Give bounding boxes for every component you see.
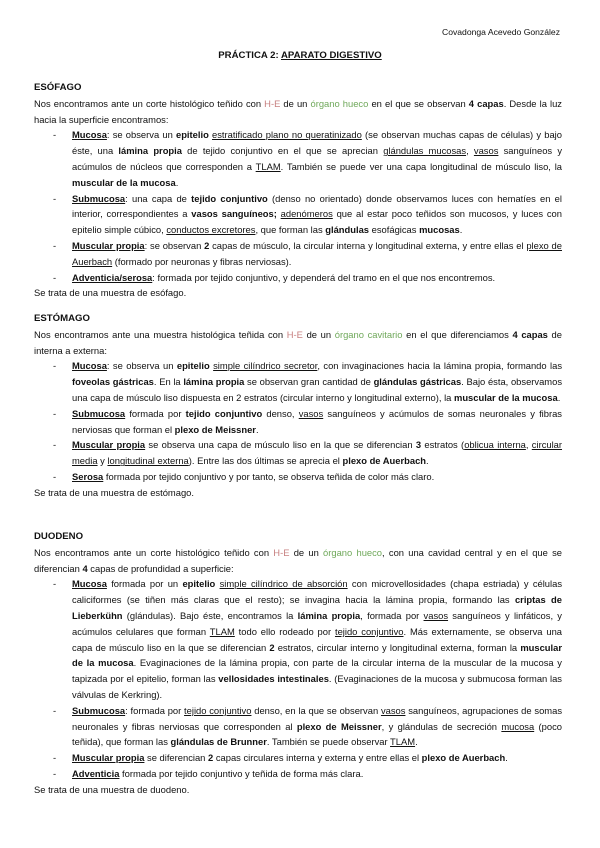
term: mucosa xyxy=(501,720,535,732)
text-run: Nos encontramos ante una muestra histológica teñida con xyxy=(34,328,287,340)
term-mucosa: Mucosa xyxy=(72,578,107,590)
term: simple cilíndrico de absorción xyxy=(219,578,348,590)
heading-estomago: ESTÓMAGO xyxy=(34,313,90,324)
term: adenómeros xyxy=(280,208,333,220)
layer-count: 4 capas xyxy=(468,97,504,109)
term-submucosa: Submucosa xyxy=(72,704,126,716)
conclusion-estomago: Se trata de una muestra de estómago. xyxy=(34,486,194,498)
term: tejido conjuntivo xyxy=(334,625,404,637)
list-item-submucosa: - Submucosa formada por tejido conjuntivo denso, vasos sanguíneos y acúmulos de somas neuronales y fibras nerviosas que forman el plexo de Meissner. xyxy=(53,407,562,435)
layer-count: 4 xyxy=(82,562,88,574)
term: tejido conjuntivo xyxy=(184,704,252,716)
text-run: denso, en la que se observan xyxy=(251,704,381,716)
term-serosa: Serosa xyxy=(72,470,104,482)
term: 2 xyxy=(269,641,275,653)
list-item-adventicia: - Adventicia/serosa: formada por tejido conjuntivo, y dependerá del tramo en el que nos encontremos. xyxy=(53,271,496,283)
term: criptas de Lieberkühn xyxy=(72,594,562,621)
list-item-muscular: - Muscular propia se diferencian 2 capas circulares interna y externa y entre ellas el plexo de Auerbach. xyxy=(53,752,508,764)
section-esofago xyxy=(34,80,562,301)
text-run: (poco teñida), que forman las xyxy=(72,720,562,748)
term: glándulas de Brunner xyxy=(170,736,267,748)
term: glándulas gástricas xyxy=(373,376,462,388)
term: lámina propia xyxy=(297,609,361,621)
layer-list-esofago xyxy=(34,127,562,285)
intro-estomago xyxy=(34,327,562,359)
term: TLAM xyxy=(390,736,416,748)
text-run: : formada por xyxy=(125,704,185,716)
term: plexo de Meissner xyxy=(296,720,382,732)
term-muscular: Muscular propia xyxy=(72,239,145,251)
text-run: . xyxy=(505,752,508,764)
list-item-submucosa: - Submucosa: una capa de tejido conjuntivo (denso no orientado) donde observamos luces con hematíes en el interior, correspondientes a vasos sanguíneos; adenómeros que al estar poco teñidos son mucosos, y luces con epitelio simple cúbico, conductos excretores, que forman las glándulas esofágicas mucosas. xyxy=(53,192,562,236)
text-run: . xyxy=(459,224,463,236)
term: estratificado plano no queratinizado xyxy=(212,129,362,141)
author-name: Covadonga Acevedo González xyxy=(441,27,560,37)
text-run: , con una cavidad central y en el que se diferencian xyxy=(34,546,562,574)
text-run: denso, xyxy=(262,407,299,419)
conclusion-duodeno: Se trata de una muestra de duodeno. xyxy=(34,783,190,795)
text-run: con microvellosidades (chapa estriada) y células caliciformes (se tiñen más claras que el resto); se invagina hacia la lámina propia, formando las xyxy=(72,578,563,606)
text-run: capas circulares interna y externa y entre ellas el xyxy=(213,752,422,764)
text-run: se observan gran cantidad de xyxy=(244,376,374,388)
text-run: . También se puede observar xyxy=(266,736,391,748)
text-run: capas de profundidad a superficie: xyxy=(87,562,234,574)
term: vasos sanguíneos; xyxy=(191,208,277,220)
text-run: . En la xyxy=(153,376,184,388)
organ-type: órgano cavitario xyxy=(334,328,403,340)
term: oblicua interna xyxy=(464,439,526,451)
text-run: : se observan xyxy=(144,239,205,251)
text-run: sanguíneos, agrupaciones de somas neuronales y fibras nerviosas que corresponden al xyxy=(72,704,563,732)
text-run: , xyxy=(525,439,532,451)
text-run: . Desde la luz hacia la superficie encontramos: xyxy=(34,97,562,125)
term: lámina propia xyxy=(118,145,182,157)
text-run: de un xyxy=(289,546,324,558)
list-item-muscular: - Muscular propia se observa una capa de músculo liso en la que se diferencian 3 estratos (oblicua interna, circular media y longitudinal externa). Entre las dos últimas se aprecia el plexo de Auerbach. xyxy=(53,439,563,467)
list-item-submucosa: - Submucosa: formada por tejido conjuntivo denso, en la que se observan vasos sanguíneos, agrupaciones de somas neuronales y fibras nerviosas que corresponden al plexo de Meissner, y glándulas de secreción mucosa (poco teñida), que forman las glándulas de Brunner. También se puede observar TLAM. xyxy=(53,704,563,748)
term: 2 xyxy=(204,239,210,251)
text-run: formada por tejido conjuntivo y por tanto, se observa teñida de color más claro. xyxy=(103,470,435,482)
section-estomago xyxy=(34,311,562,501)
list-item-mucosa: - Mucosa formada por un epitelio simple cilíndrico de absorción con microvellosidades (chapa estriada) y células caliciformes (se tiñen más claras que el resto); se invagina hacia la lámina propia, formando las criptas de Lieberkühn (glándulas). Bajo éste, encontramos la lámina propia, formada por vasos sanguíneos y linfáticos, y acúmulos celulares que forman TLAM todo ello rodeado por tejido conjuntivo. Más externamente, se observa una capa de músculo liso en la que se diferencian 2 estratos, circular interno y longitudinal externa, forman la muscular de la mucosa. Evaginaciones de la lámina propia, con parte de la circular interna de la muscular de la mucosa y tapizada por el epitelio, forman las vellosidades intestinales. (Evaginaciones de la mucosa y submucosa forman las válvulas de Kerkring). xyxy=(53,578,563,700)
text-run: sanguíneos y linfáticos, y acúmulos celulares que forman xyxy=(72,609,562,637)
term: vasos xyxy=(298,407,324,419)
term: vasos xyxy=(423,609,449,621)
term: circular media xyxy=(72,439,563,467)
text-run: : se observa un xyxy=(106,129,176,141)
text-run: , y glándulas de secreción xyxy=(381,720,502,732)
text-run: : formada por tejido conjuntivo, y dependerá del tramo en el que nos encontremos. xyxy=(152,271,496,283)
text-run: de interna a externa: xyxy=(34,328,562,356)
term: longitudinal externa xyxy=(107,455,189,467)
term: lámina propia xyxy=(183,376,245,388)
text-run: sanguíneos y acúmulos de somas neuronales y fibras nerviosas que forman el xyxy=(72,407,562,435)
text-run: Nos encontramos ante un corte histológico teñido con xyxy=(34,97,265,109)
term: glándulas mucosas xyxy=(383,145,467,157)
text-run: : una capa de xyxy=(125,192,192,204)
text-run: de tejido conjuntivo en el que se aprecian xyxy=(181,145,384,157)
text-run: , xyxy=(466,145,474,157)
term: plexo de Auerbach xyxy=(72,239,562,267)
term: vellosidades intestinales xyxy=(218,673,329,685)
page-title xyxy=(0,48,600,64)
text-run: formada por xyxy=(125,407,186,419)
organ-type: órgano hueco xyxy=(323,546,383,558)
term: epitelio xyxy=(175,129,209,141)
text-run: sanguíneos y acúmulos de núcleos que corresponden a xyxy=(72,145,563,172)
term: 2 xyxy=(208,752,214,764)
section-duodeno xyxy=(34,529,562,798)
text-run: . Más externamente, se observa una capa de músculo liso en la que se diferencian xyxy=(72,625,563,653)
text-run: estratos ( xyxy=(421,439,465,451)
text-run: (glándulas). Bajo éste, encontramos la xyxy=(122,609,298,621)
layer-list-duodeno xyxy=(34,576,562,781)
text-run: Nos encontramos ante un corte histológico teñido con xyxy=(34,546,274,558)
text-run: . También se puede ver una capa longitudinal de músculo liso, la xyxy=(280,160,562,172)
term: muscular de la mucosa xyxy=(453,391,558,403)
text-run: y xyxy=(97,455,108,467)
term: tejido conjuntivo xyxy=(191,192,268,204)
text-run: formada por tejido conjuntivo y teñida de forma más clara. xyxy=(119,767,364,779)
text-run: : se observa un xyxy=(106,360,177,372)
text-run: en el que diferenciamos xyxy=(402,328,513,340)
term: epitelio xyxy=(176,360,210,372)
organ-type: órgano hueco xyxy=(310,97,369,109)
term-adventicia: Adventicia xyxy=(72,767,120,779)
list-item-mucosa: - Mucosa: se observa un epitelio simple cilíndrico secretor, con invaginaciones hacia la lámina propia, formando las foveolas gástricas. En la lámina propia se observan gran cantidad de glándulas gástricas. Bajo ésta, observamos una capa de músculo liso dispuesta en 2 estratos (circular interno y longitudinal externo), la muscular de la mucosa. xyxy=(53,360,563,403)
term: plexo de Auerbach xyxy=(342,455,427,467)
text-run: . xyxy=(557,391,561,403)
term: muscular de la mucosa xyxy=(72,641,562,669)
text-run: , formada por xyxy=(360,609,424,621)
title-prefix: PRÁCTICA 2: xyxy=(218,50,281,61)
text-run: en el que se observan xyxy=(368,97,469,109)
text-run: , que forman las xyxy=(255,224,326,236)
term: epitelio xyxy=(182,578,216,590)
stain-he: H-E xyxy=(264,97,281,109)
term-muscular: Muscular propia xyxy=(72,752,145,764)
term: mucosas xyxy=(419,224,460,236)
text-run: ). Entre las dos últimas se aprecia el xyxy=(188,455,343,467)
text-run: , con invaginaciones hacia la lámina propia, formando las xyxy=(317,360,563,372)
text-run: (se observan muchas capas de células) y bajo éste, una xyxy=(72,129,562,157)
term: glándulas xyxy=(325,224,370,236)
term: 3 xyxy=(415,439,422,451)
term-adventicia: Adventicia/serosa xyxy=(72,271,153,283)
intro-duodeno xyxy=(34,545,562,577)
text-run: . Evaginaciones de la lámina propia, con parte de la circular interna de la muscular de la mucosa y tapizada por el epitelio, forman las xyxy=(72,657,562,685)
text-run: capas de músculo, la circular interna y longitudinal externa, y entre ellas el xyxy=(209,239,527,251)
term: plexo de Meissner xyxy=(174,423,256,435)
term: plexo de Auerbach xyxy=(421,752,506,764)
stain-he: H-E xyxy=(273,546,290,558)
term: TLAM xyxy=(209,625,235,637)
text-run: estratos, circular interno y longitudinal externa, forman la xyxy=(274,641,521,653)
text-run: . xyxy=(415,736,418,748)
layer-list-estomago xyxy=(34,358,562,484)
text-run: todo ello rodeado por xyxy=(234,625,335,637)
term-submucosa: Submucosa xyxy=(72,192,126,204)
term: vasos xyxy=(473,145,499,157)
text-run: (denso no orientado) donde observamos luces con hematíes en el interior, correspondientes a xyxy=(72,192,562,220)
conclusion-esofago: Se trata de una muestra de esófago. xyxy=(34,287,187,299)
term: tejido conjuntivo xyxy=(185,407,263,419)
text-run: se observa una capa de músculo liso en la que se diferencian xyxy=(145,439,416,451)
term-mucosa: Mucosa xyxy=(72,360,107,372)
text-run: (formado por neuronas y fibras nerviosas). xyxy=(112,255,292,267)
term-mucosa: Mucosa xyxy=(72,129,107,141)
term: simple cilíndrico secretor xyxy=(213,360,318,372)
stain-he: H-E xyxy=(286,328,303,340)
text-run: que al estar poco teñidos son mucosos, y luces con epitelio simple cúbico, xyxy=(72,208,562,236)
text-run: se diferencian xyxy=(144,752,209,764)
term-muscular: Muscular propia xyxy=(72,439,146,451)
text-run: . xyxy=(426,455,429,467)
term: TLAM xyxy=(255,160,281,172)
list-item-adventicia: - Adventicia formada por tejido conjuntivo y teñida de forma más clara. xyxy=(53,767,364,779)
text-run: . xyxy=(175,176,179,188)
text-run: de un xyxy=(302,328,335,340)
title-main: APARATO DIGESTIVO xyxy=(280,50,382,61)
text-run: . (Evaginaciones de la mucosa y submucosa forman las válvulas de Kerkring). xyxy=(72,673,562,700)
list-item-mucosa: - Mucosa: se observa un epitelio estratificado plano no queratinizado (se observan muchas capas de células) y bajo éste, una lámina propia de tejido conjuntivo en el que se aprecian glándulas mucosas, vasos sanguíneos y acúmulos de núcleos que corresponden a TLAM. También se puede ver una capa longitudinal de músculo liso, la muscular de la mucosa. xyxy=(53,129,563,188)
intro-esofago xyxy=(34,96,562,128)
text-run: . Bajo ésta, observamos una capa de músculo liso dispuesta en 2 estratos (circular interno y longitudinal externo), la xyxy=(72,376,563,403)
text-run: de un xyxy=(280,97,311,109)
term: conductos excretores xyxy=(166,224,256,236)
text-run: . xyxy=(255,423,259,435)
term: muscular de la mucosa xyxy=(72,176,176,188)
heading-duodeno: DUODENO xyxy=(34,531,84,542)
list-item-serosa: - Serosa formada por tejido conjuntivo y por tanto, se observa teñida de color más claro. xyxy=(53,470,435,482)
text-run: formada por un xyxy=(106,578,183,590)
list-item-muscular: - Muscular propia: se observan 2 capas de músculo, la circular interna y longitudinal externa, y entre ellas el plexo de Auerbach (formado por neuronas y fibras nerviosas). xyxy=(53,239,562,267)
text-run: esofágicas xyxy=(369,224,420,236)
layer-count: 4 capas xyxy=(512,328,548,340)
heading-esofago: ESÓFAGO xyxy=(34,82,82,93)
term: vasos xyxy=(380,704,406,716)
term: foveolas gástricas xyxy=(72,376,154,388)
term-submucosa: Submucosa xyxy=(72,407,126,419)
